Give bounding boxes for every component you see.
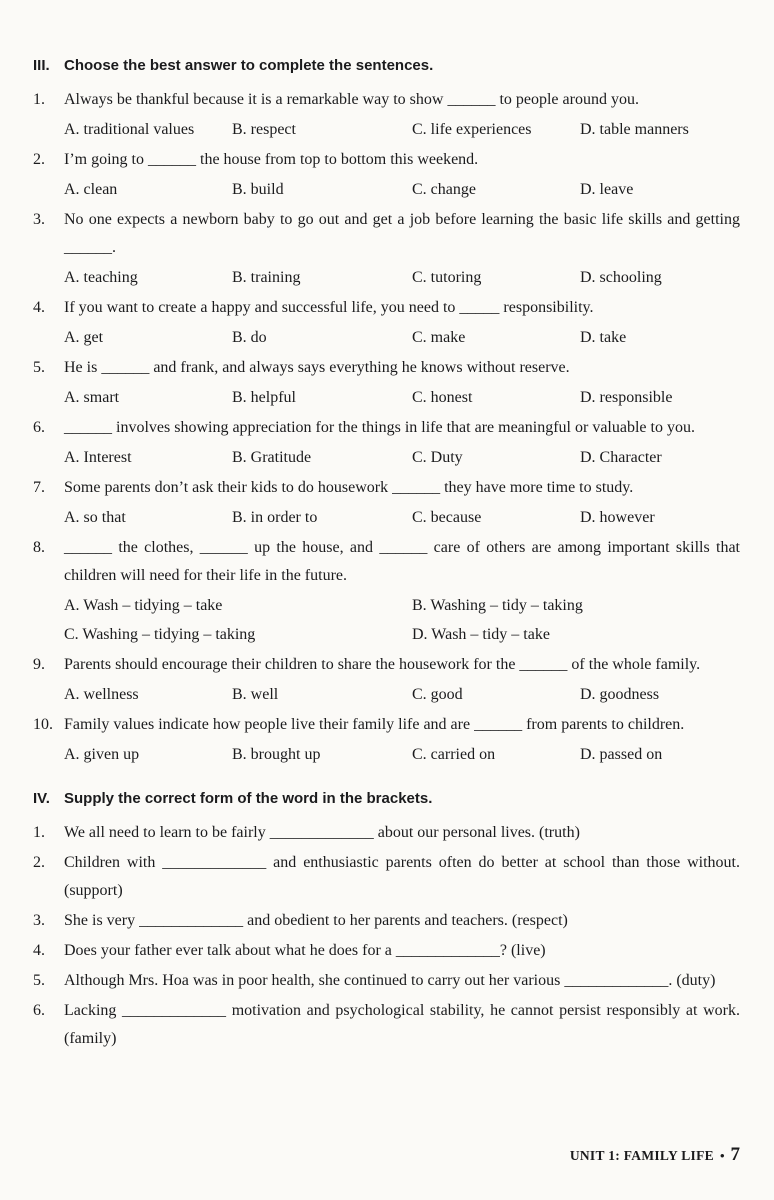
option: D. responsible	[580, 389, 673, 406]
question	[33, 354, 740, 412]
options-row	[64, 740, 740, 769]
question-body	[64, 819, 740, 847]
option: D. take	[580, 329, 627, 346]
option: A. traditional values	[64, 121, 195, 138]
option: C. because	[412, 509, 482, 526]
option: C. life experiences	[412, 121, 532, 138]
option: B. do	[232, 329, 267, 346]
question-text: Always be thankful because it is a remarkable way to show ______ to people around you.	[64, 91, 639, 108]
question-number: 8.	[33, 539, 45, 556]
question	[33, 967, 740, 995]
option: C. Duty	[412, 449, 463, 466]
question-number: 5.	[33, 972, 45, 989]
question	[33, 474, 740, 532]
option: B. Gratitude	[232, 449, 312, 466]
option: A. clean	[64, 181, 118, 198]
question	[33, 907, 740, 935]
option: D. table manners	[580, 121, 689, 138]
option: D. schooling	[580, 269, 662, 286]
question-body	[64, 711, 740, 769]
option: D. however	[580, 509, 655, 526]
question-number: 6.	[33, 1002, 45, 1019]
option: B. Washing – tidy – taking	[412, 597, 583, 614]
question	[33, 997, 740, 1053]
question-body	[64, 997, 740, 1053]
question-text: Children with _____________ and enthusiastic parents often do better at school than those without. (support)	[64, 854, 740, 899]
options-row	[64, 263, 740, 292]
question-body	[64, 907, 740, 935]
option: A. given up	[64, 746, 140, 763]
question-number: 2.	[33, 854, 45, 871]
footer-separator-bullet: •	[719, 1148, 725, 1163]
options-row	[64, 503, 740, 532]
question-text: I’m going to ______ the house from top to bottom this weekend.	[64, 151, 479, 168]
option: C. honest	[412, 389, 473, 406]
option: D. Character	[580, 449, 662, 466]
option: C. carried on	[412, 746, 496, 763]
options-row	[64, 680, 740, 709]
page-footer	[570, 1144, 740, 1166]
option: C. change	[412, 181, 476, 198]
question-body	[64, 474, 740, 532]
question-text: No one expects a newborn baby to go out and get a job before learning the basic life skills and getting ______.	[64, 211, 740, 256]
question	[33, 414, 740, 472]
question-number: 3.	[33, 912, 45, 929]
option: D. goodness	[580, 686, 660, 703]
question-number: 2.	[33, 151, 45, 168]
option: A. Interest	[64, 449, 132, 466]
question-number: 1.	[33, 824, 45, 841]
options-row	[64, 175, 740, 204]
option: C. Washing – tidying – taking	[64, 626, 256, 643]
question	[33, 534, 740, 649]
question-number: 1.	[33, 91, 45, 108]
question-body	[64, 146, 740, 204]
question-number: 7.	[33, 479, 45, 496]
question-body	[64, 937, 740, 965]
options-row	[64, 323, 740, 352]
option: A. so that	[64, 509, 126, 526]
option: B. brought up	[232, 746, 321, 763]
question-text: Lacking _____________ motivation and psychological stability, he cannot persist responsibly at work. (family)	[64, 1002, 740, 1047]
unit-label: UNIT 1: FAMILY LIFE	[569, 1148, 714, 1163]
section-header	[33, 785, 740, 813]
question-text: ______ the clothes, ______ up the house, and ______ care of others are among important skills that children will need for their life in the future.	[64, 539, 740, 584]
option: A. Wash – tidying – take	[64, 597, 223, 614]
question-body	[64, 86, 740, 144]
question-number: 4.	[33, 942, 45, 959]
option: C. tutoring	[412, 269, 482, 286]
option: A. get	[64, 329, 104, 346]
section-title: Choose the best answer to complete the sentences.	[64, 57, 434, 74]
option: A. wellness	[64, 686, 139, 703]
question-body	[64, 206, 740, 292]
question-number: 4.	[33, 299, 45, 316]
question-text: Although Mrs. Hoa was in poor health, she continued to carry out her various _____________. (duty)	[64, 972, 716, 989]
question	[33, 711, 740, 769]
question-text: She is very _____________ and obedient to her parents and teachers. (respect)	[64, 912, 568, 929]
section-header	[33, 52, 740, 80]
page-number: 7	[730, 1144, 740, 1165]
question-text: He is ______ and frank, and always says everything he knows without reserve.	[64, 359, 570, 376]
question-body	[64, 534, 740, 649]
question-body	[64, 849, 740, 905]
exercise-section	[33, 785, 740, 1053]
options-row	[64, 443, 740, 472]
options-row	[64, 591, 740, 649]
question-body	[64, 651, 740, 709]
question	[33, 849, 740, 905]
question-text: Some parents don’t ask their kids to do housework ______ they have more time to study.	[64, 479, 634, 496]
question-text: Does your father ever talk about what he does for a _____________? (live)	[64, 942, 546, 959]
question	[33, 86, 740, 144]
question-number: 10.	[33, 716, 53, 733]
question-number: 3.	[33, 211, 45, 228]
option: D. passed on	[580, 746, 663, 763]
question-body	[64, 354, 740, 412]
question-number: 5.	[33, 359, 45, 376]
question-body	[64, 414, 740, 472]
question-number: 6.	[33, 419, 45, 436]
option: A. teaching	[64, 269, 138, 286]
option: C. good	[412, 686, 463, 703]
question	[33, 651, 740, 709]
option: B. respect	[232, 121, 296, 138]
question	[33, 937, 740, 965]
question-body	[64, 294, 740, 352]
option: B. training	[232, 269, 301, 286]
question-text: ______ involves showing appreciation for the things in life that are meaningful or valuable to you.	[64, 419, 695, 436]
option: D. Wash – tidy – take	[412, 626, 550, 643]
option: A. smart	[64, 389, 120, 406]
option: B. in order to	[232, 509, 318, 526]
option: C. make	[412, 329, 466, 346]
section-number: IV.	[33, 790, 50, 807]
question-number: 9.	[33, 656, 45, 673]
option: B. build	[232, 181, 284, 198]
option: B. well	[232, 686, 279, 703]
question-text: Family values indicate how people live their family life and are ______ from parents to children.	[64, 716, 685, 733]
option: B. helpful	[232, 389, 296, 406]
question	[33, 819, 740, 847]
question-body	[64, 967, 740, 995]
sections	[33, 52, 740, 1053]
question-text: We all need to learn to be fairly _____________ about our personal lives. (truth)	[64, 824, 580, 841]
options-row	[64, 115, 740, 144]
question-text: If you want to create a happy and successful life, you need to _____ responsibility.	[64, 299, 594, 316]
question	[33, 146, 740, 204]
question	[33, 294, 740, 352]
options-row	[64, 383, 740, 412]
question-text: Parents should encourage their children to share the housework for the ______ of the whole family.	[64, 656, 701, 673]
section-title: Supply the correct form of the word in the brackets.	[64, 790, 433, 807]
question	[33, 206, 740, 292]
section-number: III.	[33, 57, 50, 74]
exercise-section	[33, 52, 740, 769]
option: D. leave	[580, 181, 634, 198]
